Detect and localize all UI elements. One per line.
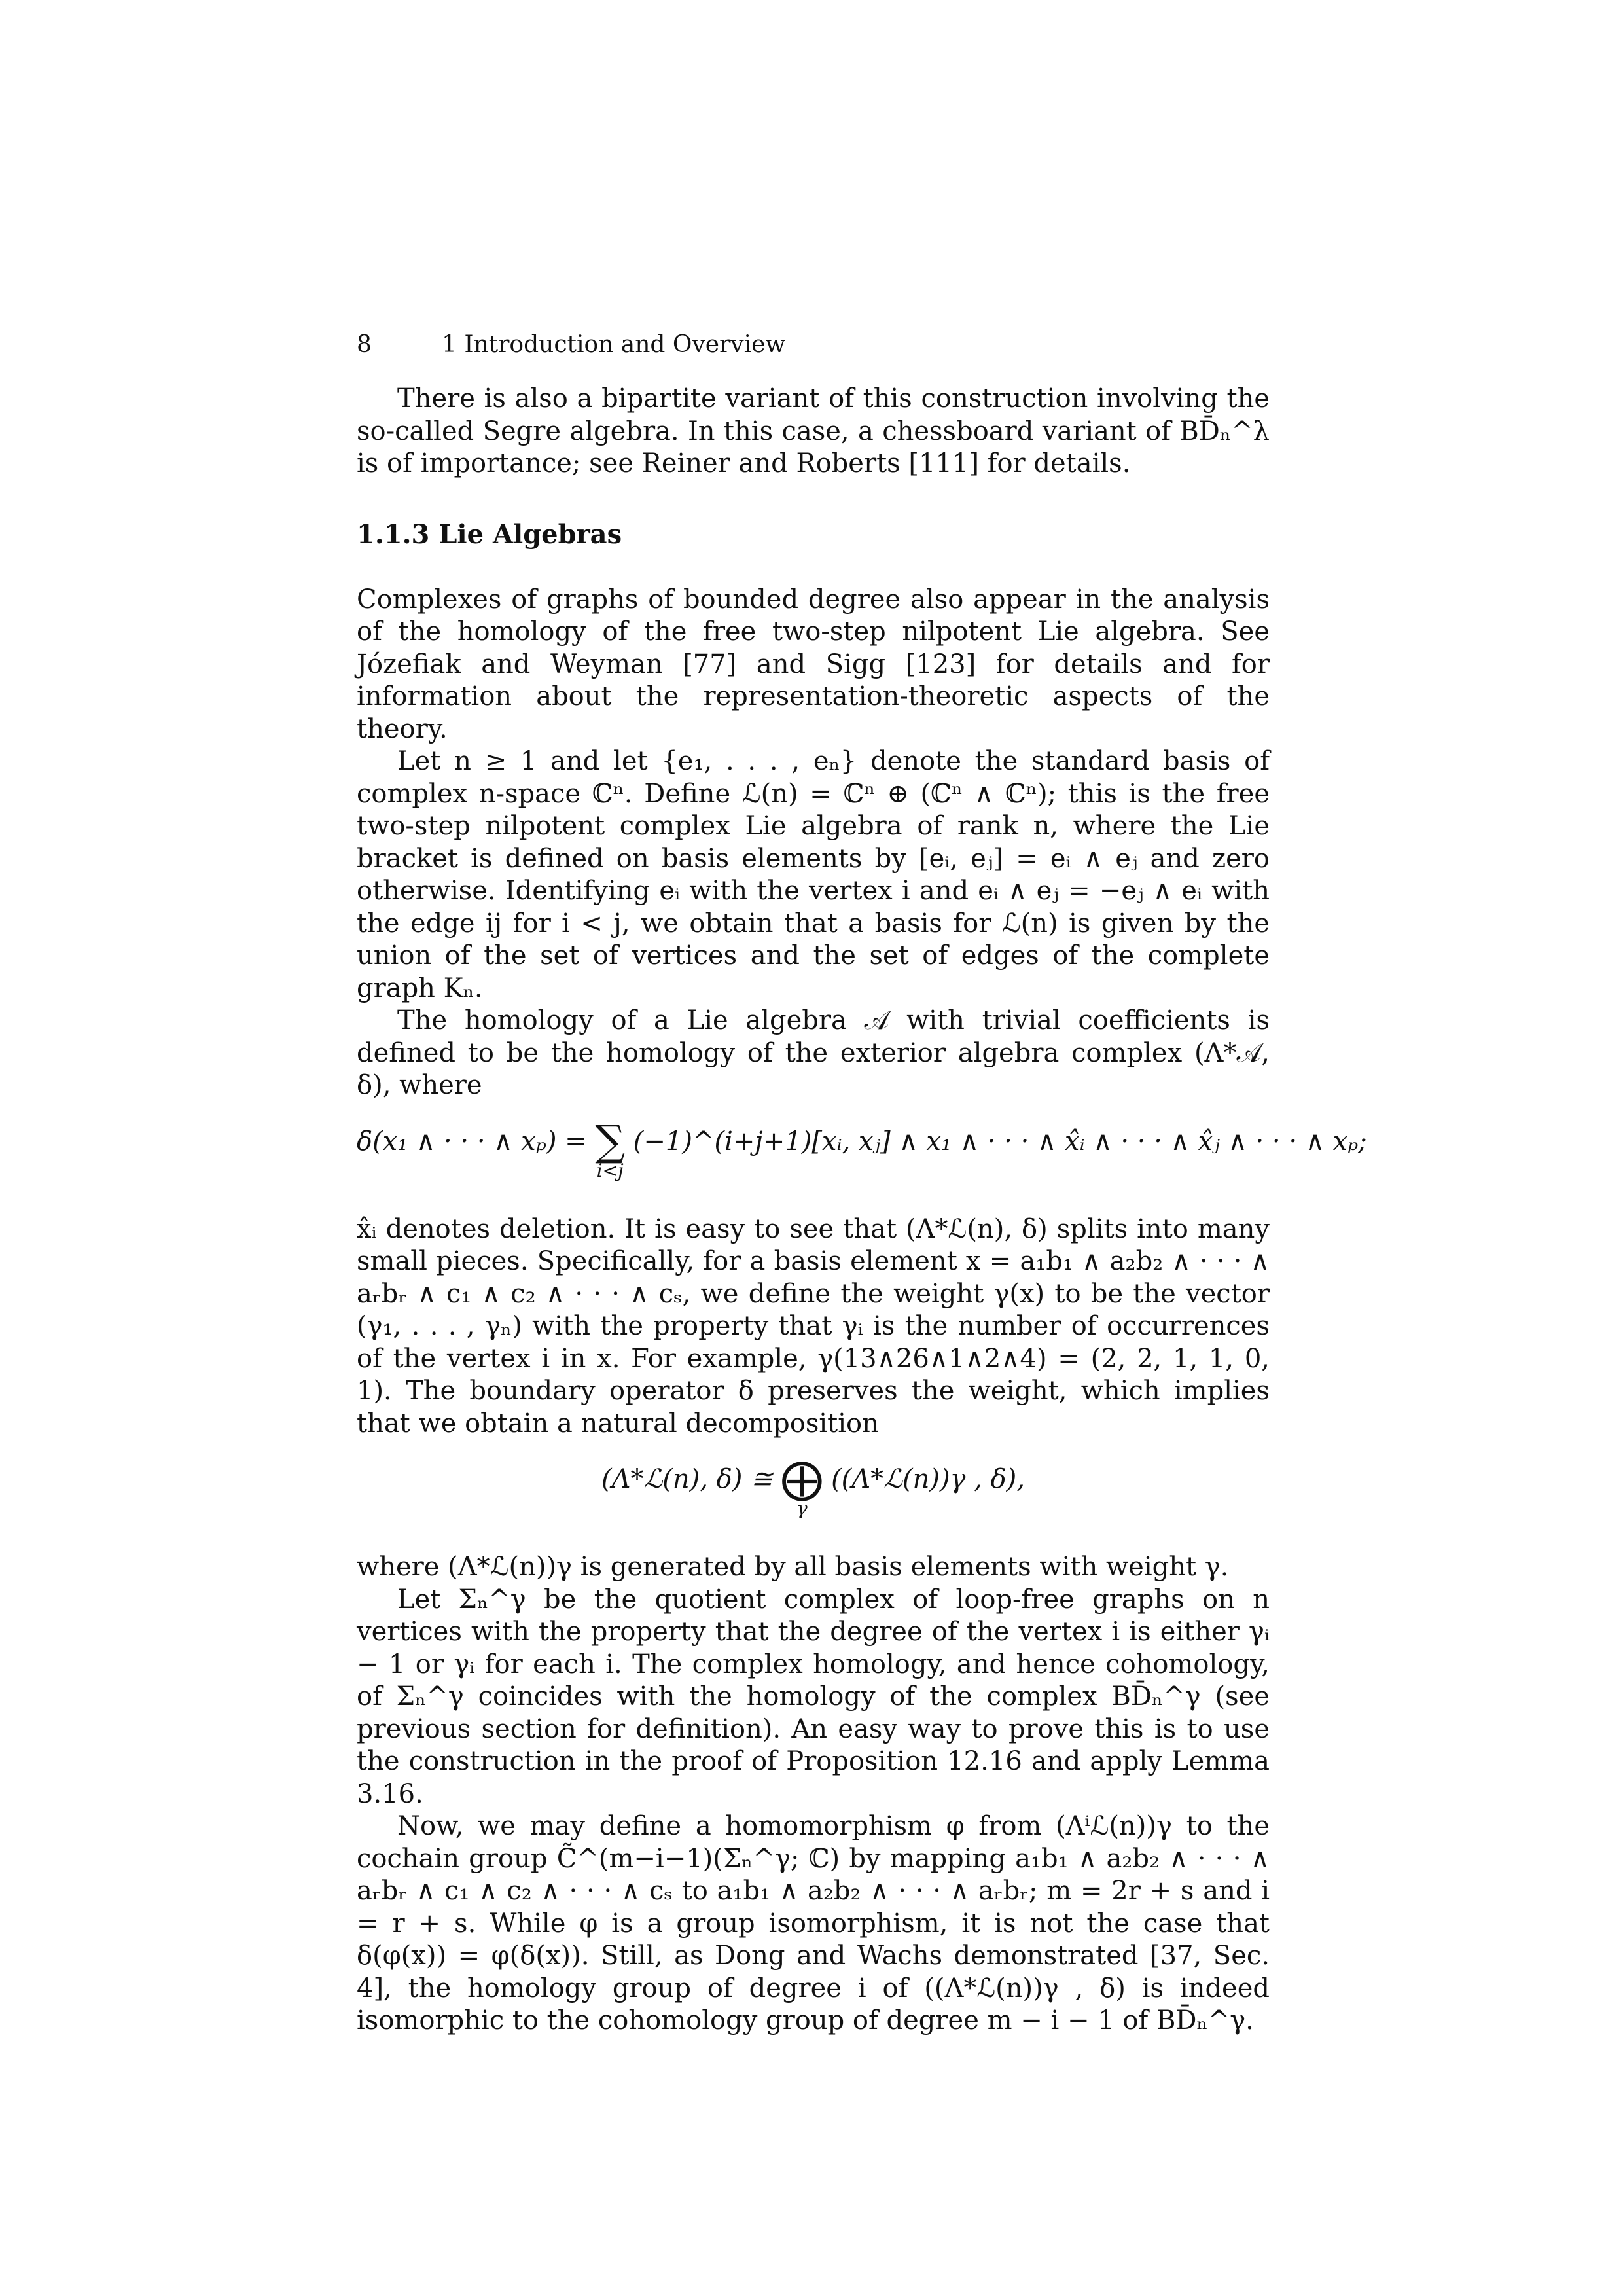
equation-boundary	[357, 1117, 1367, 1194]
equation-rhs: (−1)^(i+j+1)[xᵢ, xⱼ] ∧ x₁ ∧ · · · ∧ x̂ᵢ ∧ · · · ∧ x̂ⱼ ∧ · · · ∧ xₚ;	[633, 1126, 1367, 1157]
paragraph-homology: The homology of a Lie algebra 𝒜 with trivial coefficients is defined to be the homology of the exterior algebra complex (Λ*𝒜, δ), where	[357, 1005, 1270, 1100]
direct-sum-icon: ⨁	[781, 1455, 823, 1503]
paragraph-weight: x̂ᵢ denotes deletion. It is easy to see that (Λ*ℒ(n), δ) splits into many small pieces. Specifically, for a basis element x = a₁b₁ ∧ a₂b₂ ∧ · · · ∧ aᵣbᵣ ∧ c₁ ∧ c₂ ∧ · · · ∧ cₛ, we define the weight γ(x) to be the vector (γ₁, . . . , γₙ) with the property that γᵢ is the number of occurrences of the vertex i in x. For example, γ(13∧26∧1∧2∧4) = (2, 2, 1, 1, 0, 1). The boundary operator δ preserves the weight, which implies that we obtain a natural decomposition	[357, 1213, 1270, 1439]
direct-sum-operator	[781, 1455, 823, 1519]
page-number: 8	[357, 331, 372, 358]
paragraph-segre: There is also a bipartite variant of this construction involving the so-called Segre algebra. In this case, a chessboard variant of BD̄ₙ^λ is of importance; see Reiner and Roberts [111] for details.	[357, 384, 1270, 478]
sum-operator	[595, 1117, 626, 1181]
decomposition-lhs: (Λ*ℒ(n), δ) ≅	[601, 1464, 773, 1494]
body-text	[357, 383, 1367, 2037]
chapter-title: 1 Introduction and Overview	[442, 331, 786, 358]
equation-lhs: δ(x₁ ∧ · · · ∧ xₚ) =	[357, 1126, 587, 1157]
decomposition-rhs: ((Λ*ℒ(n))γ , δ),	[831, 1464, 1025, 1494]
paragraph-generated: where (Λ*ℒ(n))γ is generated by all basis elements with weight γ.	[357, 1552, 1229, 1582]
paragraph-homomorphism: Now, we may define a homomorphism φ from (Λⁱℒ(n))γ to the cochain group C̃^(m−i−1)(Σₙ^γ; ℂ) by mapping a₁b₁ ∧ a₂b₂ ∧ · · · ∧ aᵣbᵣ ∧ c₁ ∧ c₂ ∧ · · · ∧ cₛ to a₁b₁ ∧ a₂b₂ ∧ · · · ∧ aᵣbᵣ; m = 2r + s and i = r + s. While φ is a group isomorphism, it is not the case that δ(φ(x)) = φ(δ(x)). Still, as Dong and Wachs demonstrated [37, Sec. 4], the homology group of degree i of ((Λ*ℒ(n))γ , δ) is indeed isomorphic to the cohomology group of degree m − i − 1 of BD̄ₙ^γ.	[357, 1811, 1270, 2036]
paragraph-intro: Complexes of graphs of bounded degree also appear in the analysis of the homology of the free two-step nilpotent Lie algebra. See Józefiak and Weyman [77] and Sigg [123] for details and for information about the representation-theoretic aspects of the theory.	[357, 584, 1270, 744]
direct-sum-limit: γ	[796, 1498, 808, 1519]
section-heading: 1.1.3 Lie Algebras	[357, 518, 622, 550]
sigma-icon: ∑	[595, 1117, 626, 1166]
equation-decomposition	[357, 1455, 1270, 1532]
paragraph-definition: Let n ≥ 1 and let {e₁, . . . , eₙ} denote the standard basis of complex n-space ℂⁿ. Define ℒ(n) = ℂⁿ ⊕ (ℂⁿ ∧ ℂⁿ); this is the free two-step nilpotent complex Lie algebra of rank n, where the Lie bracket is defined on basis elements by [eᵢ, eⱼ] = eᵢ ∧ eⱼ and zero otherwise. Identifying eᵢ with the vertex i and eᵢ ∧ eⱼ = −eⱼ ∧ eᵢ with the edge ij for i < j, we obtain that a basis for ℒ(n) is given by the union of the set of vertices and the set of edges of the complete graph Kₙ.	[357, 746, 1270, 1003]
paragraph-quotient-complex: Let Σₙ^γ be the quotient complex of loop-free graphs on n vertices with the property that the degree of the vertex i is either γᵢ − 1 or γᵢ for each i. The complex homology, and hence cohomology, of Σₙ^γ coincides with the homology of the complex BD̄ₙ^γ (see previous section for definition). An easy way to prove this is to use the construction in the proof of Proposition 12.16 and apply Lemma 3.16.	[357, 1584, 1270, 1809]
sum-limit: i<j	[596, 1159, 624, 1181]
